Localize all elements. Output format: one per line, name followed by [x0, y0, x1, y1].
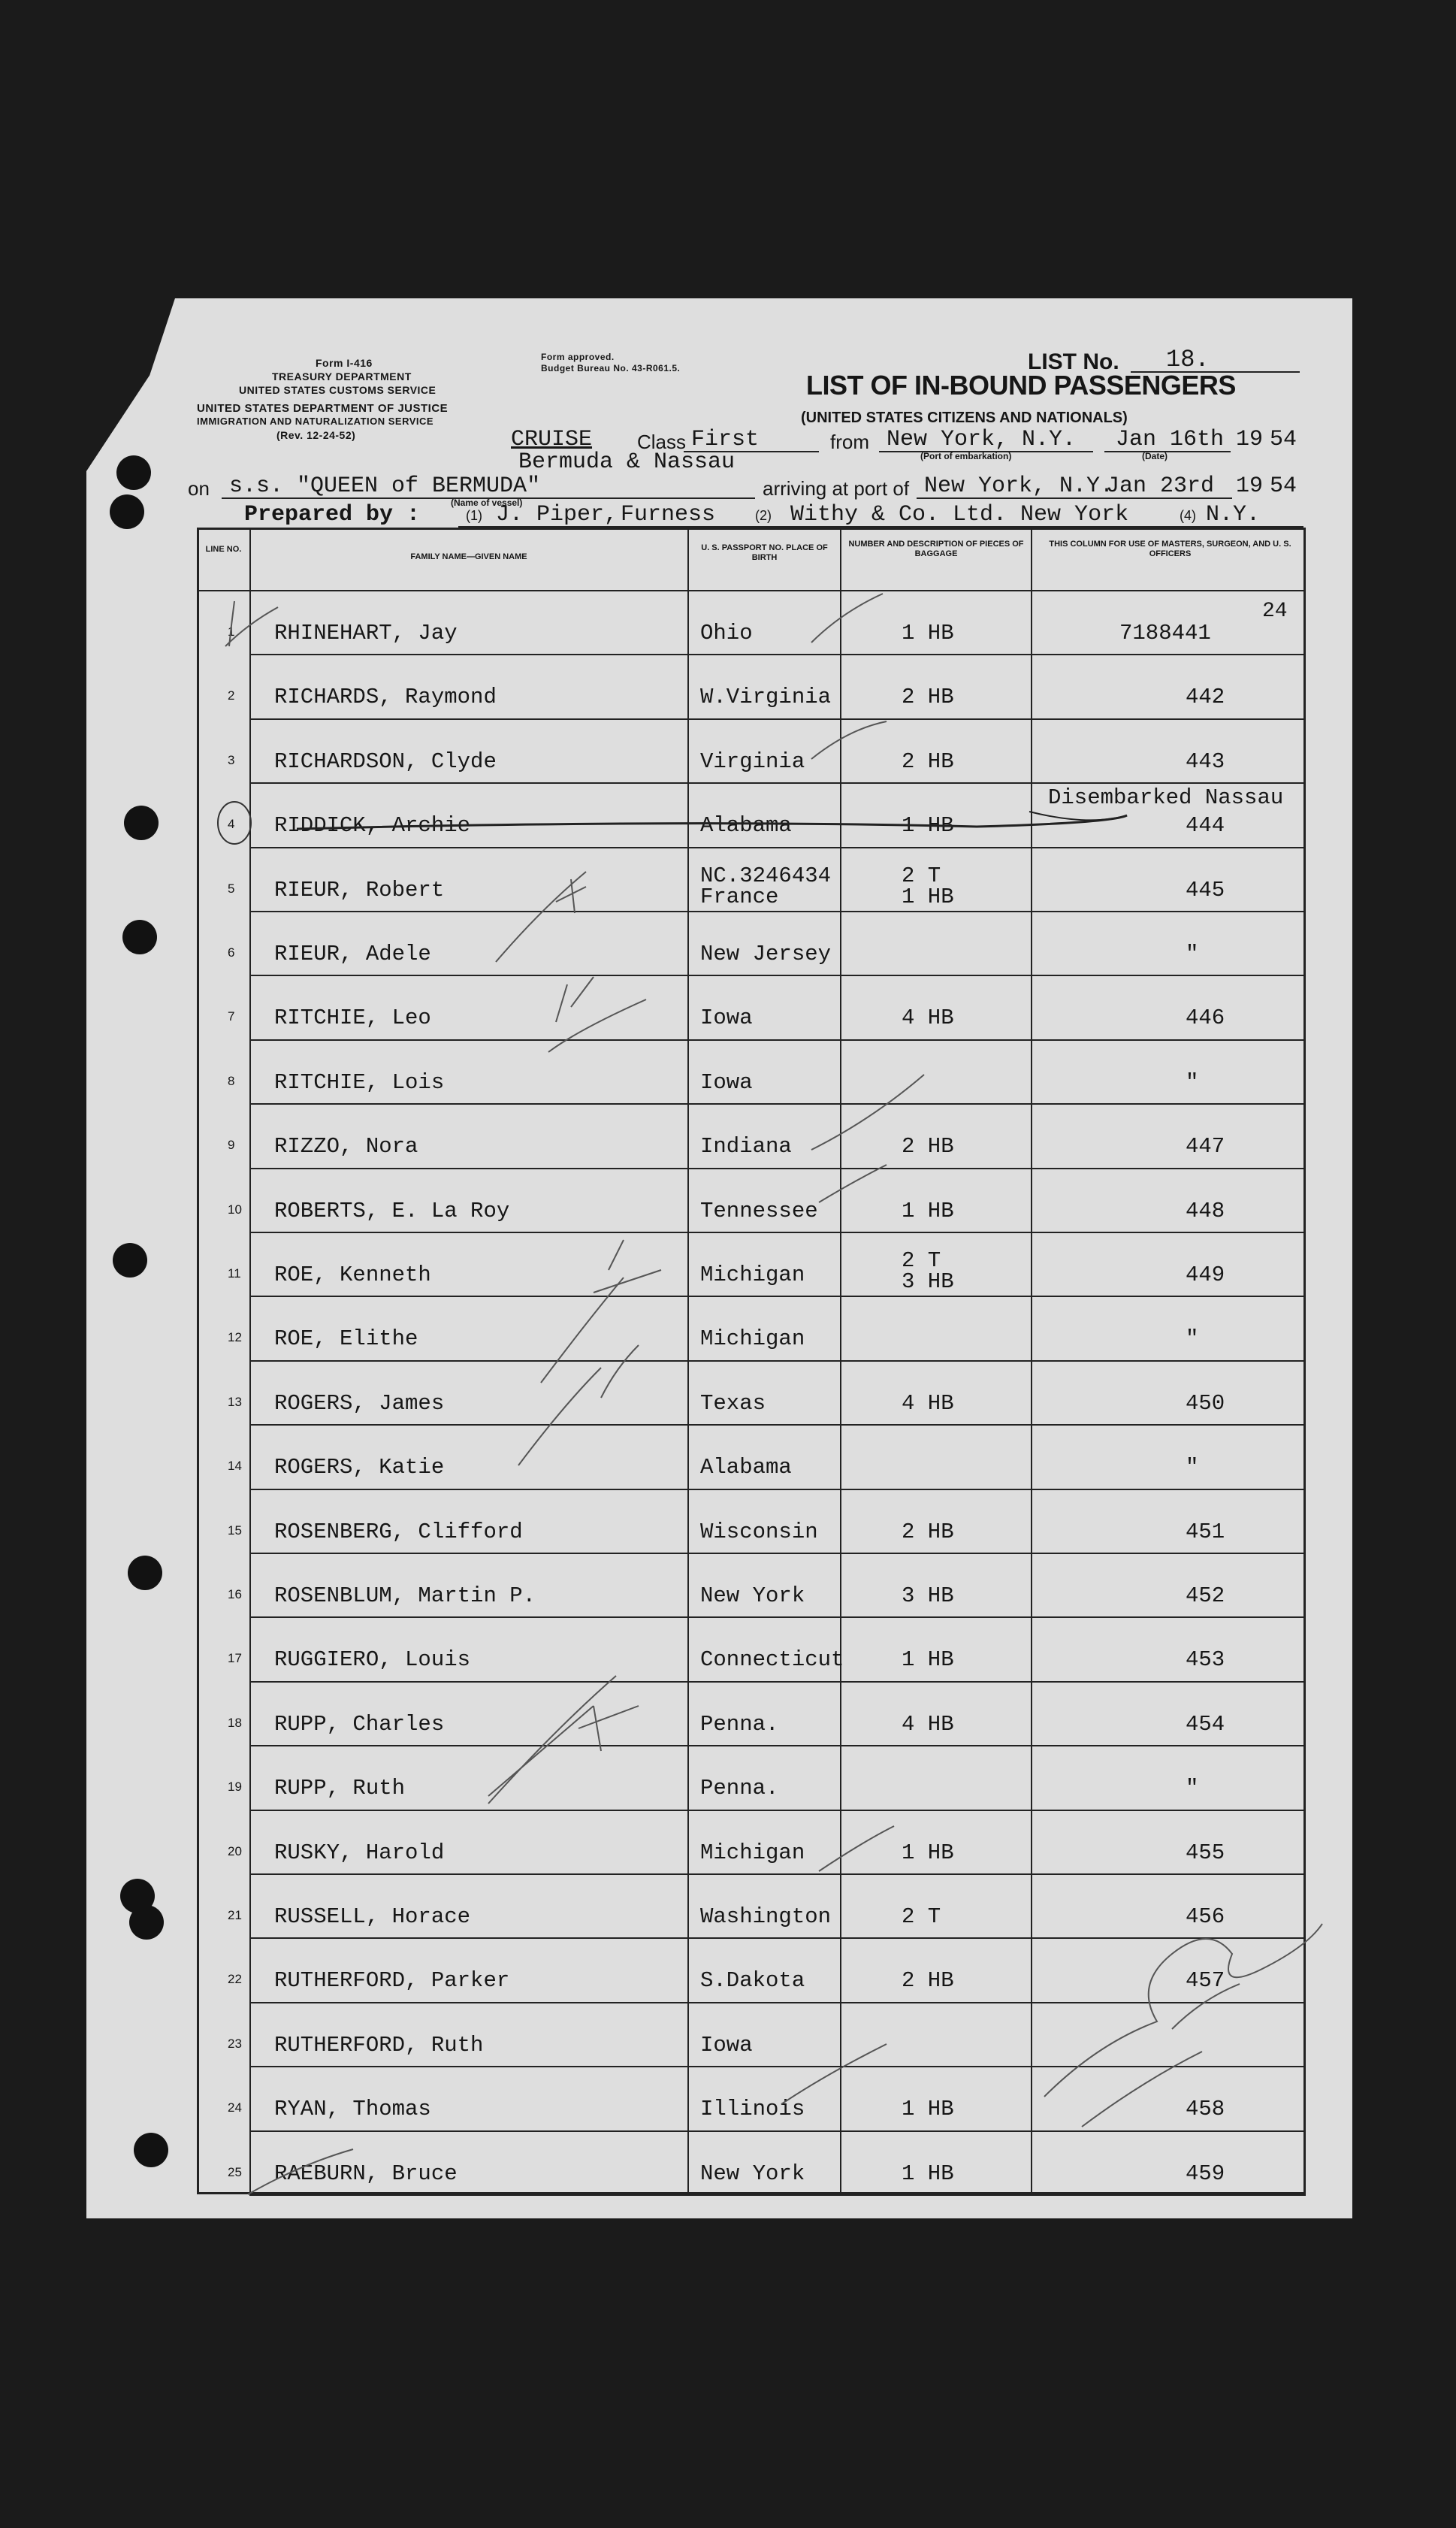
officer-number: 448 [1186, 1198, 1225, 1223]
voyage-route: Bermuda & Nassau [518, 449, 736, 475]
margin-note: 24 [1262, 600, 1288, 623]
col-header-name: FAMILY NAME—GIVEN NAME [410, 552, 527, 561]
baggage: 1 HB [902, 884, 954, 909]
binder-hole [122, 920, 157, 954]
officer-number: " [1186, 1776, 1199, 1801]
place-of-birth: Wisconsin [700, 1519, 818, 1544]
officer-number: 449 [1186, 1262, 1225, 1287]
row-rule [249, 2130, 1306, 2132]
row-rule [249, 1681, 1306, 1683]
passenger-name: RICHARDS, Raymond [274, 685, 497, 710]
prepared-label: Prepared by : [244, 502, 421, 528]
baggage: 2 HB [902, 1134, 954, 1160]
from-label: from [830, 431, 869, 453]
line-number: 24 [228, 2100, 242, 2115]
binder-hole [128, 1556, 162, 1590]
passenger-name: RUGGIERO, Louis [274, 1647, 471, 1673]
officer-number: 458 [1186, 2097, 1225, 2122]
binder-hole [129, 1905, 164, 1940]
line-number: 6 [228, 945, 235, 960]
baggage: 4 HB [902, 1005, 954, 1031]
customs-service: UNITED STATES CUSTOMS SERVICE [239, 384, 436, 396]
line-number: 17 [228, 1651, 242, 1666]
col-header-passport: U. S. PASSPORT NO. PLACE OF BIRTH [701, 543, 828, 562]
passenger-name: RUPP, Charles [274, 1711, 445, 1737]
place-of-birth: S.Dakota [700, 1968, 805, 1994]
place-of-birth: Indiana [700, 1134, 792, 1160]
officer-number: 446 [1186, 1005, 1225, 1031]
passenger-name: ROE, Kenneth [274, 1262, 431, 1287]
passenger-name: ROGERS, James [274, 1390, 445, 1416]
line-number: 12 [228, 1330, 242, 1345]
place-of-birth: Michigan [700, 1326, 805, 1352]
place-of-birth: Iowa [700, 1005, 753, 1031]
row-rule [249, 654, 1306, 655]
passenger-name: RIEUR, Adele [274, 942, 431, 966]
line-number: 10 [228, 1202, 242, 1217]
vessel-name: s.s. "QUEEN of BERMUDA" [229, 473, 541, 499]
place-of-birth: Alabama [700, 1455, 792, 1480]
place-of-birth: W.Virginia [700, 685, 832, 710]
officer-number: " [1186, 1069, 1199, 1095]
binder-hole [124, 806, 159, 840]
col-header-baggage: NUMBER AND DESCRIPTION OF PIECES OF BAGGAGE [848, 540, 1024, 558]
arrival-date: Jan 23rd [1106, 473, 1215, 499]
passport-number: NC.3246434 [700, 863, 832, 888]
place-of-birth: Iowa [700, 2032, 753, 2058]
passenger-name: ROSENBLUM, Martin P. [274, 1583, 536, 1608]
baggage: 1 HB [902, 2097, 954, 2122]
arriving-label: arriving at port of [763, 477, 910, 500]
place-of-birth: Texas [700, 1390, 766, 1416]
line-number: 4 [228, 817, 235, 832]
baggage: 1 HB [902, 813, 954, 839]
baggage: 4 HB [902, 1390, 954, 1416]
row-rule [249, 1745, 1306, 1746]
voyage-type: CRUISE [511, 427, 593, 452]
year-prefix: 19 [1236, 427, 1264, 452]
row-rule [249, 1168, 1306, 1169]
port-caption: (Port of embarkation) [920, 451, 1012, 461]
form-approved: Form approved. [541, 352, 615, 362]
baggage: 3 HB [902, 1269, 954, 1294]
officer-number: 455 [1186, 1840, 1225, 1865]
officer-number: " [1186, 942, 1199, 966]
place-of-birth: Alabama [700, 813, 792, 839]
line-number: 2 [228, 688, 235, 703]
row-rule [249, 1489, 1306, 1490]
baggage: 2 HB [902, 748, 954, 774]
passenger-name: RUSSELL, Horace [274, 1904, 471, 1929]
line-number: 11 [228, 1266, 241, 1281]
line-number: 20 [228, 1843, 242, 1858]
arrival-year-prefix: 19 [1236, 473, 1264, 499]
row-rule [249, 1553, 1306, 1554]
line-number: 5 [228, 881, 235, 896]
binder-hole [116, 455, 151, 490]
officer-number: 453 [1186, 1647, 1225, 1673]
place-of-birth: New York [700, 1583, 805, 1608]
place-of-birth: Virginia [700, 748, 805, 774]
place-of-birth: New Jersey [700, 942, 832, 966]
baggage: 2 T [902, 1904, 941, 1929]
arrival-port: New York, N.Y. [924, 473, 1114, 499]
place-of-birth: Penna. [700, 1776, 779, 1801]
justice-dept: UNITED STATES DEPARTMENT OF JUSTICE [197, 402, 449, 415]
passenger-name: ROGERS, Katie [274, 1455, 445, 1480]
row-rule [249, 911, 1306, 912]
baggage: 2 HB [902, 1519, 954, 1544]
departure-date: Jan 16th [1116, 427, 1225, 452]
place-of-birth: Tennessee [700, 1198, 818, 1223]
row-rule [249, 1360, 1306, 1362]
place-of-birth: Michigan [700, 1262, 805, 1287]
budget-bureau: Budget Bureau No. 43-R061.5. [541, 363, 681, 373]
header-rule [197, 590, 1306, 591]
officer-number: 442 [1186, 685, 1225, 710]
baggage: 2 HB [902, 685, 954, 710]
row-rule [249, 2194, 1306, 2196]
baggage: 1 HB [902, 2161, 954, 2186]
officer-number: 454 [1186, 1711, 1225, 1737]
passenger-name: ROBERTS, E. La Roy [274, 1198, 510, 1223]
officer-number: 452 [1186, 1583, 1225, 1608]
line-number: 18 [228, 1715, 242, 1730]
line-number: 16 [228, 1587, 242, 1601]
passenger-name: RICHARDSON, Clyde [274, 748, 497, 774]
baggage: 1 HB [902, 621, 954, 646]
line-number: 7 [228, 1009, 235, 1024]
baggage: 4 HB [902, 1711, 954, 1737]
officer-number: 457 [1186, 1968, 1225, 1994]
passenger-name: RUSKY, Harold [274, 1840, 445, 1865]
prep1-no: (1) [466, 508, 482, 523]
passenger-name: RUPP, Ruth [274, 1776, 406, 1801]
place-of-birth: Iowa [700, 1069, 753, 1095]
line-number: 23 [228, 2036, 242, 2051]
line-number: 21 [228, 1908, 242, 1922]
baggage: 1 HB [902, 1840, 954, 1865]
place-of-birth: New York [700, 2161, 805, 2186]
row-rule [249, 1296, 1306, 1297]
place-of-birth: France [700, 884, 779, 909]
officer-number: 459 [1186, 2161, 1225, 2186]
officer-number: 447 [1186, 1134, 1225, 1160]
place-of-birth: Ohio [700, 621, 753, 646]
line-number: 3 [228, 752, 235, 767]
passenger-name: RITCHIE, Lois [274, 1069, 445, 1095]
row-rule [249, 847, 1306, 848]
prepared-by-2: Withy & Co. Ltd. New York [790, 502, 1129, 528]
on-label: on [188, 477, 210, 500]
place-of-birth: Michigan [700, 1840, 805, 1865]
from-port: New York, N.Y. [887, 427, 1077, 452]
line-number: 15 [228, 1523, 242, 1538]
class-line [684, 451, 819, 452]
prep4-no: (4) [1180, 508, 1196, 523]
passenger-name: ROSENBERG, Clifford [274, 1519, 523, 1544]
prepared-by-4: N.Y. [1206, 502, 1261, 528]
officer-number: 445 [1186, 877, 1225, 903]
row-rule [249, 1039, 1306, 1041]
prepared-by-1: J. Piper, [496, 502, 618, 528]
passenger-name: ROE, Elithe [274, 1326, 418, 1352]
prepared-by-furness: Furness [621, 502, 716, 528]
passenger-name: RYAN, Thomas [274, 2097, 431, 2122]
officer-number: " [1186, 1455, 1199, 1480]
treasury-dept: TREASURY DEPARTMENT [272, 370, 412, 383]
baggage: 2 T [902, 863, 941, 888]
date-caption: (Date) [1142, 451, 1168, 461]
row-rule [249, 1810, 1306, 1811]
vessel-caption: (Name of vessel) [451, 497, 523, 508]
line-number: 8 [228, 1073, 235, 1088]
place-of-birth: Connecticut [700, 1647, 844, 1673]
departure-year: 54 [1270, 427, 1297, 452]
row-rule [249, 718, 1306, 720]
binder-hole [134, 2133, 168, 2167]
officer-number: 451 [1186, 1519, 1225, 1544]
row-rule [249, 1424, 1306, 1426]
list-no-value: 18. [1166, 346, 1210, 373]
document-subtitle: (UNITED STATES CITIZENS AND NATIONALS) [801, 410, 1128, 426]
row-rule [249, 1873, 1306, 1875]
officer-number: 444 [1186, 813, 1225, 839]
row-rule [249, 1937, 1306, 1939]
officer-number: 443 [1186, 748, 1225, 774]
line-number: 14 [228, 1459, 242, 1474]
ins-service: IMMIGRATION AND NATURALIZATION SERVICE [197, 416, 434, 427]
baggage: 2 T [902, 1248, 941, 1273]
row-rule [249, 1232, 1306, 1233]
binder-hole [113, 1243, 147, 1278]
line-number: 19 [228, 1780, 242, 1795]
form-revision: (Rev. 12-24-52) [276, 429, 356, 441]
line-number: 1 [228, 624, 235, 639]
place-of-birth: Illinois [700, 2097, 805, 2122]
struck-note: Disembarked Nassau [1048, 785, 1284, 810]
passenger-name: RHINEHART, Jay [274, 621, 458, 646]
line-number: 25 [228, 2164, 242, 2179]
officer-number: 450 [1186, 1390, 1225, 1416]
passenger-name: RIEUR, Robert [274, 877, 445, 903]
list-no-label: LIST No. [1028, 349, 1119, 374]
baggage: 1 HB [902, 1647, 954, 1673]
baggage: 2 HB [902, 1968, 954, 1994]
officer-number: " [1186, 1326, 1199, 1352]
passenger-name: RIZZO, Nora [274, 1134, 418, 1160]
row-rule [249, 782, 1306, 784]
passenger-name: RUTHERFORD, Parker [274, 1968, 510, 1994]
form-number: Form I-416 [316, 357, 373, 369]
passenger-name: RIDDICK, Archie [274, 813, 471, 839]
row-rule [249, 2066, 1306, 2067]
officer-number: 7188441 [1119, 621, 1211, 646]
arrival-line [917, 497, 1232, 499]
prep2-no: (2) [755, 508, 772, 523]
class-value: First [691, 427, 760, 452]
row-rule [249, 975, 1306, 976]
line-number: 13 [228, 1394, 242, 1409]
col-header-officers: THIS COLUMN FOR USE OF MASTERS, SURGEON, AND U. S. OFFICERS [1049, 540, 1291, 558]
passenger-name: RAEBURN, Bruce [274, 2161, 458, 2186]
row-rule [249, 1616, 1306, 1618]
binder-hole [110, 494, 144, 529]
document-title: LIST OF IN-BOUND PASSENGERS [806, 370, 1236, 401]
arrival-year: 54 [1270, 473, 1297, 499]
passenger-name: RITCHIE, Leo [274, 1005, 431, 1031]
officer-number: 456 [1186, 1904, 1225, 1929]
passenger-name: RUTHERFORD, Ruth [274, 2032, 484, 2058]
row-rule [249, 1103, 1306, 1105]
place-of-birth: Washington [700, 1904, 832, 1929]
place-of-birth: Penna. [700, 1711, 779, 1737]
row-rule [249, 2002, 1306, 2003]
col-header-line: LINE NO. [205, 545, 242, 554]
baggage: 1 HB [902, 1198, 954, 1223]
line-number: 9 [228, 1138, 235, 1153]
baggage: 3 HB [902, 1583, 954, 1608]
class-label: Class [637, 431, 687, 453]
line-number: 22 [228, 1972, 242, 1987]
